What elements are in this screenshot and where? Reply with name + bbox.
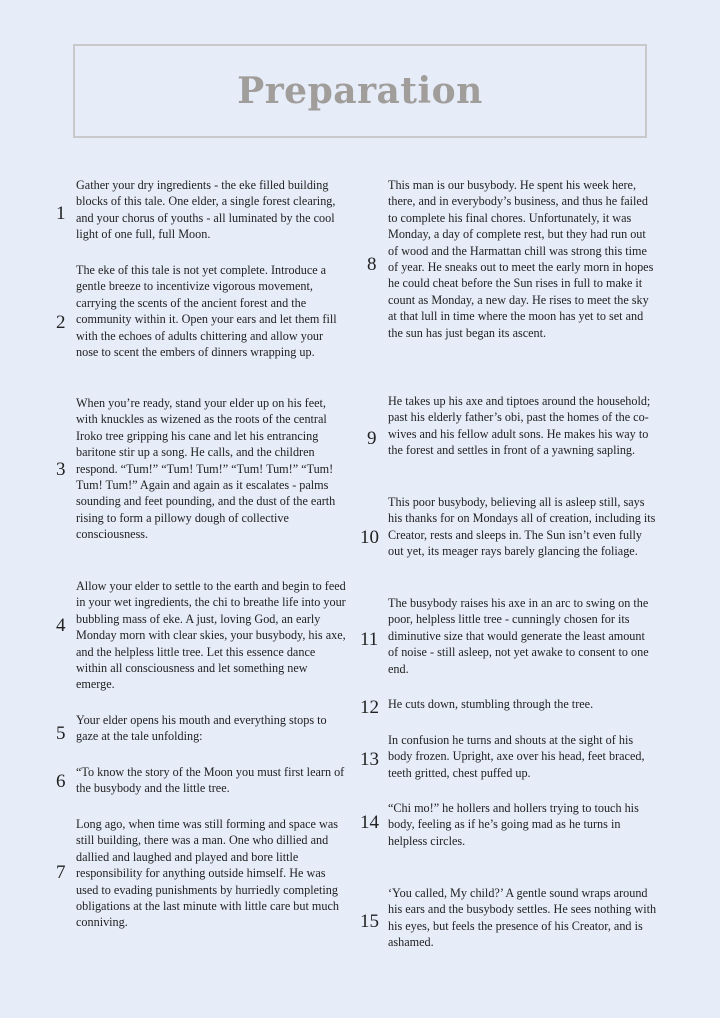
step-text: In confusion he turns and shouts at the sight of his body frozen. Upright, axe over his head, feet braced, teeth gritted, chest puffed up. <box>388 733 645 780</box>
step-number: 3 <box>56 459 66 480</box>
step-text: When you’re ready, stand your elder up on his feet, with knuckles as wizened as the roots of the central Iroko tree gripping his cane and let his entrancing baritone stir up a song. He calls, and the children respond. “Tum!” “Tum! Tum!” “Tum! Tum!” “Tum! Tum! Tum!” Again and again as it escalates - palms sounding and feet pounding, and the dust of the earth rising to form a pillowy dough of collective consciousness. <box>76 396 336 542</box>
step-text: Your elder opens his mouth and everything stops to gaze at the tale unfolding: <box>76 713 327 744</box>
step-number: 14 <box>360 812 379 833</box>
step-text: This man is our busybody. He spent his week here, there, and in everybody’s business, and thus he failed to complete his final chores. Unfortunately, it was Monday, a day of complete rest, but they had run out of wood and the Harmattan chill was strong this time of year. He sneaks out to meet the early morn in hopes he could cheat before the Sun rises in full to make it count as Monday, a new day. He rises to meet the sky at that lull in time where the moon has yet to set and the sun has just began its ascent. <box>388 178 654 340</box>
step-text: Gather your dry ingredients - the eke filled building blocks of this tale. One elder, a single forest clearing, and your chorus of youths - all luminated by the cool light of one full, full Moon. <box>76 178 336 242</box>
step-text: ‘You called, My child?’ A gentle sound wraps around his ears and the busybody settles. He sees nothing with his eyes, but feels the presence of his Creator, and is ashamed. <box>388 886 657 950</box>
step-number: 6 <box>56 771 66 792</box>
step-text: Allow your elder to settle to the earth and begin to feed in your wet ingredients, the chi to breathe life into your bubbling mass of eke. A just, loving God, an early Monday morn with clear skies, your busybody, his axe, and the helpless little tree. Let this essence dance within all consciousness and let something new emerge. <box>76 579 346 692</box>
step-number: 10 <box>360 527 379 548</box>
step-text: He takes up his axe and tiptoes around the household; past his elderly father’s obi, past the homes of the co-wives and his fellow adult sons. He makes his way to the forest and settles in front of a yawning sapling. <box>388 394 651 458</box>
step-number: 5 <box>56 723 66 744</box>
step-number: 11 <box>360 629 379 650</box>
step-number: 13 <box>360 749 379 770</box>
step-number: 7 <box>56 862 66 883</box>
title-box <box>73 44 647 138</box>
step-number: 1 <box>56 203 66 224</box>
step-text: He cuts down, stumbling through the tree. <box>388 697 594 711</box>
step-number: 4 <box>56 615 66 636</box>
step-text: “Chi mo!” he hollers and hollers trying to touch his body, feeling as if he’s going mad as he turns in helpless circles. <box>388 801 639 848</box>
step-text: The eke of this tale is not yet complete. Introduce a gentle breeze to incentivize vigorous movement, carrying the scents of the ancient forest and the community within it. Open your ears and let them fill with the echoes of adults chittering and allow your nose to scent the embers of dinners wrapping up. <box>76 263 337 360</box>
step-text: The busybody raises his axe in an arc to swing on the poor, helpless little tree - cunningly chosen for its diminutive size that would generate the least amount of noise - still asleep, not yet awake to consent to one end. <box>388 596 649 676</box>
step-number: 15 <box>360 911 379 932</box>
step-number: 8 <box>367 254 377 275</box>
step-text: Long ago, when time was still forming and space was still building, there was a man. One who dillied and dallied and laughed and played and bore little responsibility for anything outside himself. He was used to evading punishments by hurriedly completing obligations at the last minute with little care but much conniving. <box>76 817 339 930</box>
page-title: Preparation <box>237 70 483 112</box>
step-text: “To know the story of the Moon you must first learn of the busybody and the little tree. <box>76 765 345 796</box>
step-text: This poor busybody, believing all is asleep still, says his thanks for on Mondays all of creation, including its Creator, rests and sleeps in. The Sun isn’t even fully out yet, its meager rays barely glancing the foliage. <box>388 495 656 559</box>
step-number: 9 <box>367 428 377 449</box>
step-number: 12 <box>360 697 379 718</box>
step-number: 2 <box>56 312 66 333</box>
